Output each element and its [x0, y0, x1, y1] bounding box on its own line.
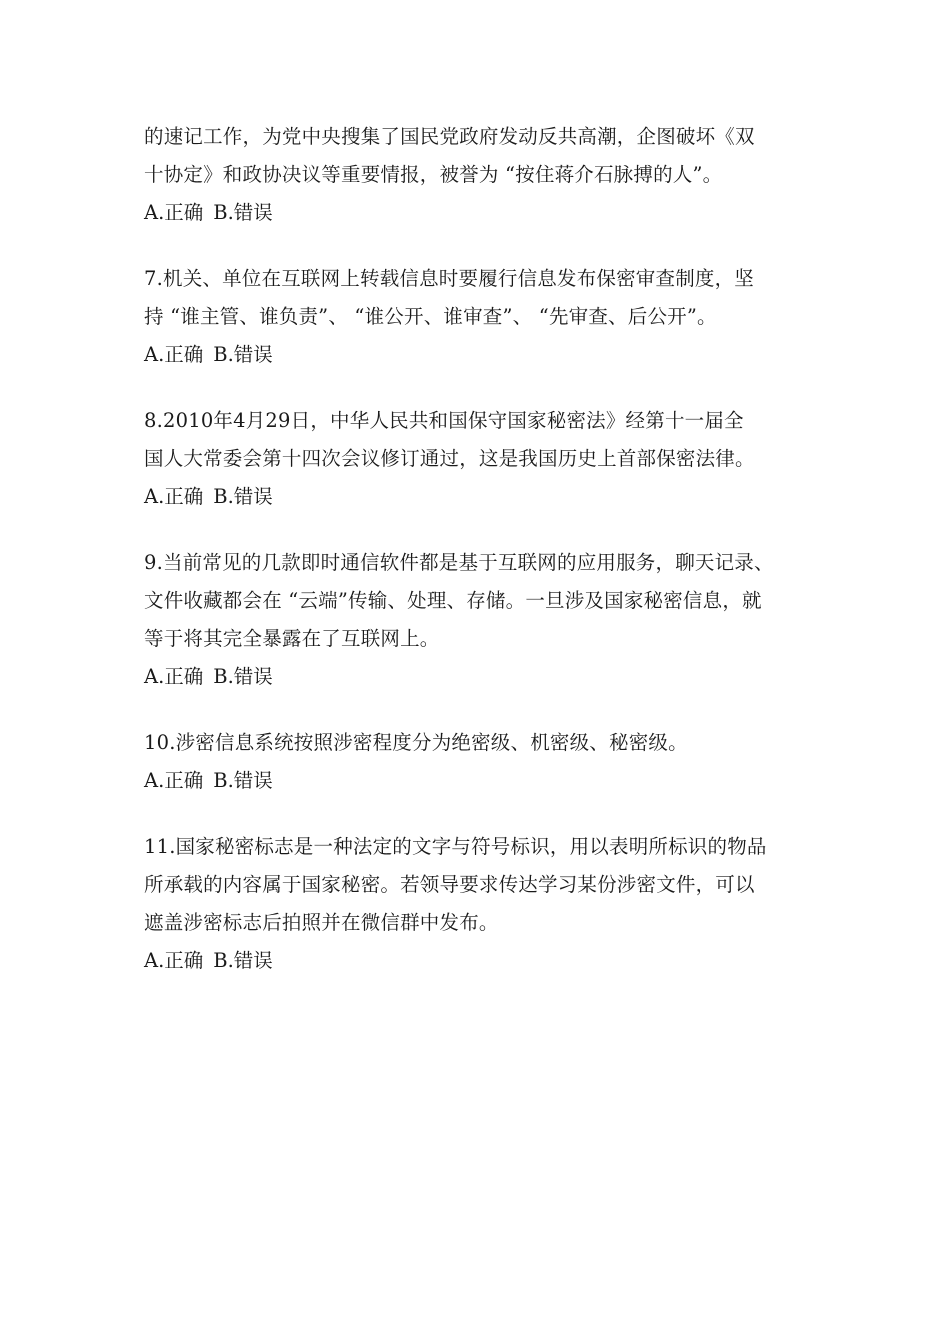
question-text-line: 所承载的内容属于国家秘密。若领导要求传达学习某份涉密文件，可以: [144, 873, 755, 896]
question-text-line: 文件收藏都会在 “云端”传输、处理、存储。一旦涉及国家秘密信息，就: [144, 589, 762, 612]
document-page: [144, 118, 814, 1008]
question-6-continued: [144, 118, 814, 232]
question-text-line: 等于将其完全暴露在了互联网上。: [144, 627, 440, 650]
question-7: [144, 260, 814, 374]
option-b: B.错误: [213, 769, 273, 792]
answer-options: [144, 762, 814, 800]
question-text-line: 8.2010年4月29日，中华人民共和国保守国家秘密法》经第十一届全: [144, 409, 744, 432]
question-8: [144, 402, 814, 516]
option-b: B.错误: [213, 949, 273, 972]
answer-options: [144, 478, 814, 516]
answer-options: [144, 336, 814, 374]
option-a: A.正确: [144, 769, 204, 792]
answer-options: [144, 194, 814, 232]
question-9: [144, 544, 814, 696]
question-text-line: 十协定》和政协决议等重要情报，被誉为 “按住蒋介石脉搏的人”。: [144, 163, 723, 186]
question-text-line: 9.当前常见的几款即时通信软件都是基于互联网的应用服务，聊天记录、: [144, 551, 774, 574]
question-text-line: 7.机关、单位在互联网上转载信息时要履行信息发布保密审查制度，坚: [144, 267, 755, 290]
option-b: B.错误: [213, 485, 273, 508]
question-text-line: 国人大常委会第十四次会议修订通过，这是我国历史上首部保密法律。: [144, 447, 755, 470]
option-a: A.正确: [144, 485, 204, 508]
option-b: B.错误: [213, 665, 273, 688]
question-text-line: 10.涉密信息系统按照涉密程度分为绝密级、机密级、秘密级。: [144, 731, 688, 754]
answer-options: [144, 942, 814, 980]
answer-options: [144, 658, 814, 696]
question-text-line: 遮盖涉密标志后拍照并在微信群中发布。: [144, 911, 499, 934]
option-a: A.正确: [144, 343, 204, 366]
option-a: A.正确: [144, 949, 204, 972]
question-text-line: 持 “谁主管、谁负责”、 “谁公开、谁审查”、 “先审查、后公开”。: [144, 305, 717, 328]
option-a: A.正确: [144, 201, 204, 224]
option-b: B.错误: [213, 201, 273, 224]
question-11: [144, 828, 814, 980]
question-10: [144, 724, 814, 800]
question-text-line: 11.国家秘密标志是一种法定的文字与符号标识，用以表明所标识的物品: [144, 835, 767, 858]
option-a: A.正确: [144, 665, 204, 688]
question-text-line: 的速记工作，为党中央搜集了国民党政府发动反共高潮，企图破坏《双: [144, 125, 755, 148]
option-b: B.错误: [213, 343, 273, 366]
